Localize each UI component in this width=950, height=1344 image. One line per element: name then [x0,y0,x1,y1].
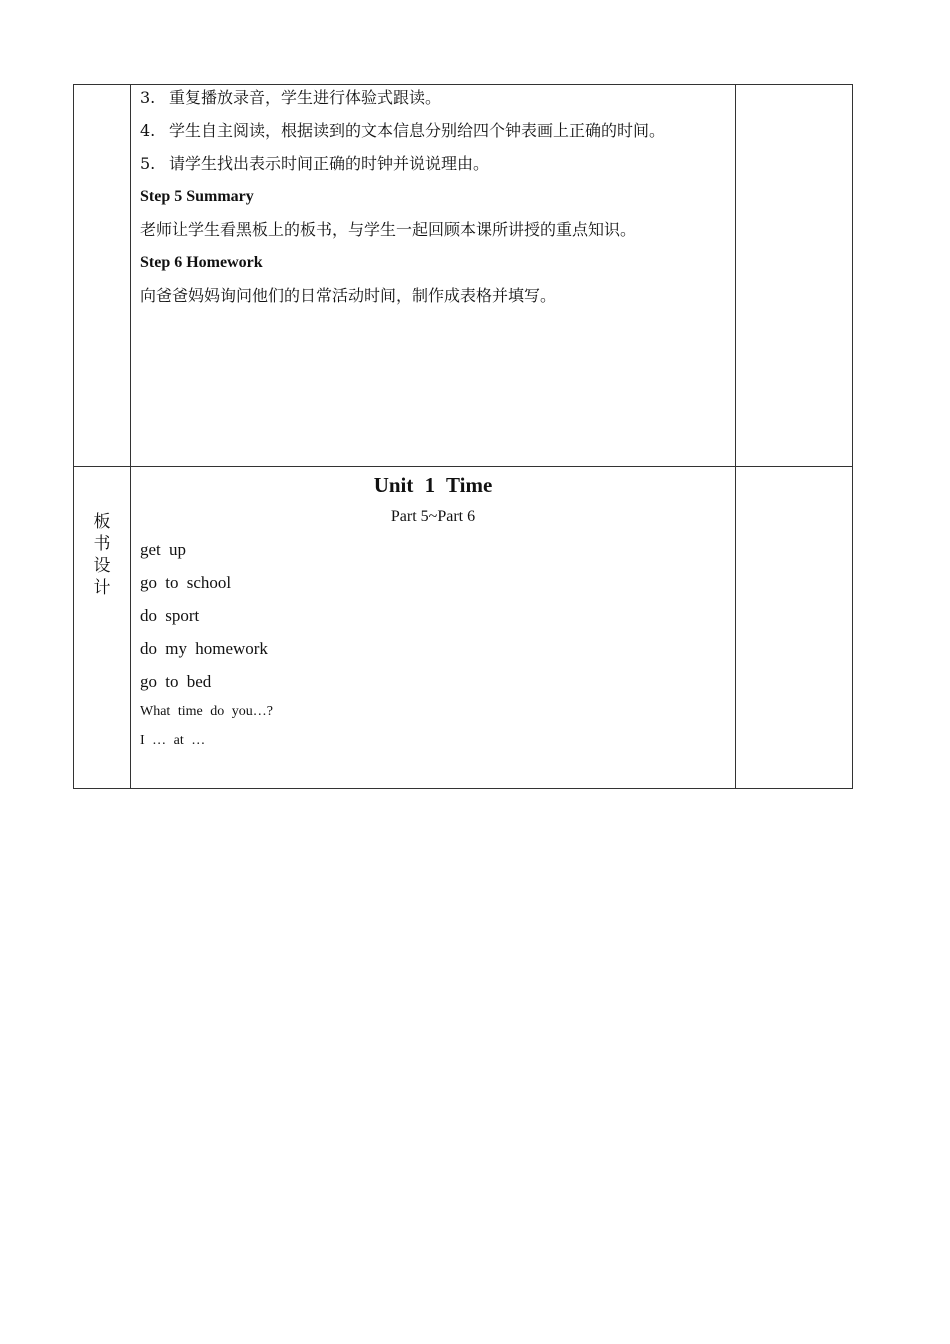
board-phrase: go to bed [140,672,212,691]
step-number: 5. [140,154,156,173]
step-item [140,120,727,142]
step6-text: 向爸爸妈妈询问他们的日常活动时间，制作成表格并填写。 [140,286,557,305]
step5-heading: Step 5 Summary [140,188,254,205]
step-number: 4. [140,121,156,140]
board-notes-cell [736,467,853,789]
procedure-label-cell [74,85,131,467]
procedure-row [74,85,853,467]
step-item [140,87,727,109]
lesson-plan-table [73,84,853,789]
board-phrase: go to school [140,573,232,592]
procedure-content-cell [131,85,736,467]
step-text: 学生自主阅读，根据读到的文本信息分别给四个钟表画上正确的时间。 [169,121,666,140]
board-phrase: do sport [140,606,200,625]
board-phrase: get up [140,540,187,559]
board-title: Unit 1 Time [373,473,493,497]
step6-heading: Step 6 Homework [140,254,263,271]
step-number: 3. [140,88,156,107]
board-answer: I … at … [140,733,206,748]
step-text: 重复播放录音，学生进行体验式跟读。 [169,88,442,107]
board-design-label: 板书设计 [93,512,111,598]
board-subtitle: Part 5~Part 6 [390,508,476,525]
step5-text: 老师让学生看黑板上的板书，与学生一起回顾本课所讲授的重点知识。 [140,220,637,239]
board-phrase: do my homework [140,639,268,658]
board-question: What time do you…? [140,704,273,719]
procedure-notes-cell [736,85,853,467]
step-text: 请学生找出表示时间正确的时钟并说说理由。 [169,154,490,173]
board-label-cell [74,467,131,789]
board-design-row [74,467,853,789]
board-content-cell [131,467,736,789]
step-item [140,153,727,175]
